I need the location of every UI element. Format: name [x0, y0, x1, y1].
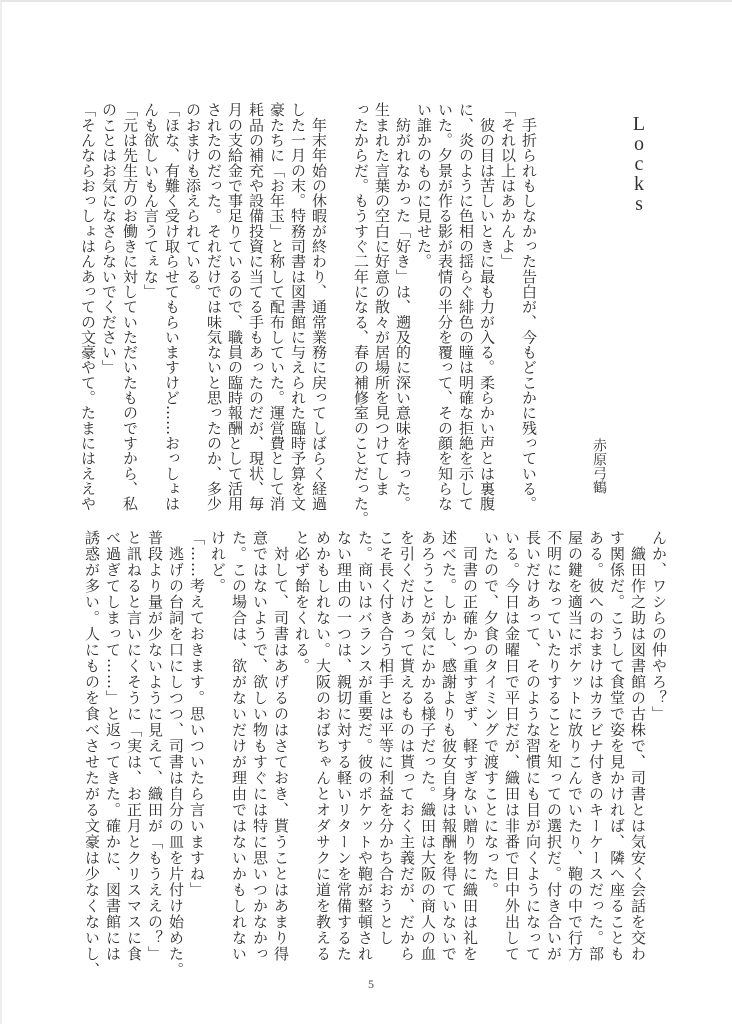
lower-text-block — [81, 530, 669, 978]
text-column: 普段より量が少ないように見えて、織田が「もうええの？」 — [146, 530, 164, 962]
page-number: 5 — [368, 977, 374, 991]
text-column: と必ず飴をくれる。 — [293, 530, 311, 674]
text-column: 「ほな、有難く受け取らせてもらいますけど……おっしょは — [163, 102, 181, 512]
text-column: 年末年始の休暇が終わり、通常業務に戻ってしばらく経過 — [310, 102, 328, 512]
text-column: 織田作之助は図書館の古株で、司書とは気安く会話を交わ — [629, 530, 647, 962]
text-column: 意ではないようで、欲しい物もすぐには特に思いつかなかっ — [251, 530, 269, 962]
text-column: 生まれた言葉の空白に好意の散々が居場所を見つけてしま — [373, 102, 391, 496]
story-title — [628, 114, 650, 214]
text-column: べ過ぎてしまって……」と返ってきた。確かに、図書館には — [104, 530, 122, 962]
text-column: 「それ以上はあかんよ」 — [499, 102, 517, 269]
title-letter: L — [632, 113, 646, 135]
text-column: 逃げの台詞を口にしつつ、司書は自分の皿を片付け始めた。 — [167, 530, 185, 978]
text-column: と訊ねると言いにくそうに「実は、お正月とクリスマスに食 — [125, 530, 143, 962]
text-column: 月の支給金で事足りているので、職員の臨時報酬として活用 — [226, 102, 244, 512]
text-column: いたので、夕食のタイミングで渡すことになった。 — [482, 530, 500, 898]
text-column: 不明になっていたりすることを知っての選択だ。付き合いが — [545, 530, 563, 962]
text-column: を引くだけあって貰えるものは貰っておく主義だが、だから — [398, 530, 416, 962]
title-letter: o — [634, 133, 644, 155]
text-column: いた。夕景が作る影が表情の半分を覆って、その顔を知らな — [436, 102, 454, 512]
text-column: あろうことが気にかかる様子だった。織田は大阪の商人の血 — [419, 530, 437, 962]
text-column: た。この場合は、欲がないだけが理由ではないかもしれない — [230, 530, 248, 962]
text-column: 「……考えておきます。思いついたら言いますね」 — [188, 530, 206, 898]
text-column: 対して、司書はあげるのはさておき、貰うことはあまり得 — [272, 530, 290, 962]
text-column: に、炎のように色相の揺らぐ緋色の瞳は明確な拒絶を示して — [457, 102, 475, 512]
text-column: こそ長く付き合う相手とは平等に利益を分かち合おうとし — [377, 530, 395, 946]
text-column: ない理由の一つは、親切に対する軽いリターンを常備するた — [335, 530, 353, 962]
text-column: されたのだった。それだけでは味気ないと思ったのか、多少 — [205, 102, 223, 512]
text-column: 屋の鍵を適当にポケットに放りこんでいたり、鞄の中で行方 — [566, 530, 584, 962]
upper-text-block — [77, 102, 539, 527]
text-column: のおまけも添えられている。 — [184, 102, 202, 299]
text-column: た。商いはバランスが重要だ。彼のポケットや鞄が整頓され — [356, 530, 374, 962]
text-column: した一月の末。特務司書は図書館に与えられた臨時予算を文 — [289, 102, 307, 512]
text-column: 長いだけあって、そのような習慣にも目が向くようになって — [524, 530, 542, 962]
author-name: 赤原弓鶴 — [591, 438, 607, 494]
text-column: 彼の目は苦しいときに最も力が入る。柔らかい声とは裏腹 — [478, 102, 496, 512]
text-column: い誰かのものに見せた。 — [415, 102, 433, 269]
text-column: んか、ワシらの仲やろ？」 — [650, 530, 668, 722]
text-column: 誘惑が多い。人にものを食べさせたがる文豪は少なくないし、 — [83, 530, 101, 978]
text-column: す関係だ。こうして食堂で姿を見かければ、隣へ座ることも — [608, 530, 626, 962]
title-letter: k — [634, 173, 644, 195]
text-column: 手折られもしなかった告白が、今もどこかに残っている。 — [520, 102, 538, 512]
text-column: 司書の正確かつ重すぎず、軽すぎない贈り物に織田は礼を — [461, 530, 479, 962]
text-column: ったからだ。もうすぐ二年になる、春の補修室のことだった。 — [352, 102, 370, 527]
text-column: のことはお気になさらないでください」 — [100, 102, 118, 375]
section-break — [329, 102, 350, 498]
text-column: 「そんならおっしょはんあっての文豪やて。たまにはええや — [79, 102, 97, 512]
text-column: 豪たちに「お年玉」と称して配布していた。運営費として消 — [268, 102, 286, 512]
title-letter: c — [634, 153, 644, 175]
title-letter: s — [635, 193, 643, 215]
text-column: んも欲しいもん言うてぇな」 — [142, 102, 160, 299]
text-column: 耗品の補充や設備投資に当てる手もあったのだが、現状、毎 — [247, 102, 265, 512]
text-column: めかもしれない。大阪のおばちゃんとオダサクに道を教える — [314, 530, 332, 962]
text-column: いる。今日は金曜日で平日だが、織田は非番で日中外出して — [503, 530, 521, 962]
text-column: 「元は先生方のお働きに対していただいたものですから、私 — [121, 102, 139, 512]
text-column: ある。彼へのおまけはカラビナ付きのキーケースだった。部 — [587, 530, 605, 962]
text-column: 紡がれなかった「好き」は、遡及的に深い意味を持った。 — [394, 102, 412, 512]
text-column: けれど。 — [209, 530, 227, 594]
text-column: 述べた。しかし、感謝よりも彼女自身は報酬を得ていないで — [440, 530, 458, 962]
